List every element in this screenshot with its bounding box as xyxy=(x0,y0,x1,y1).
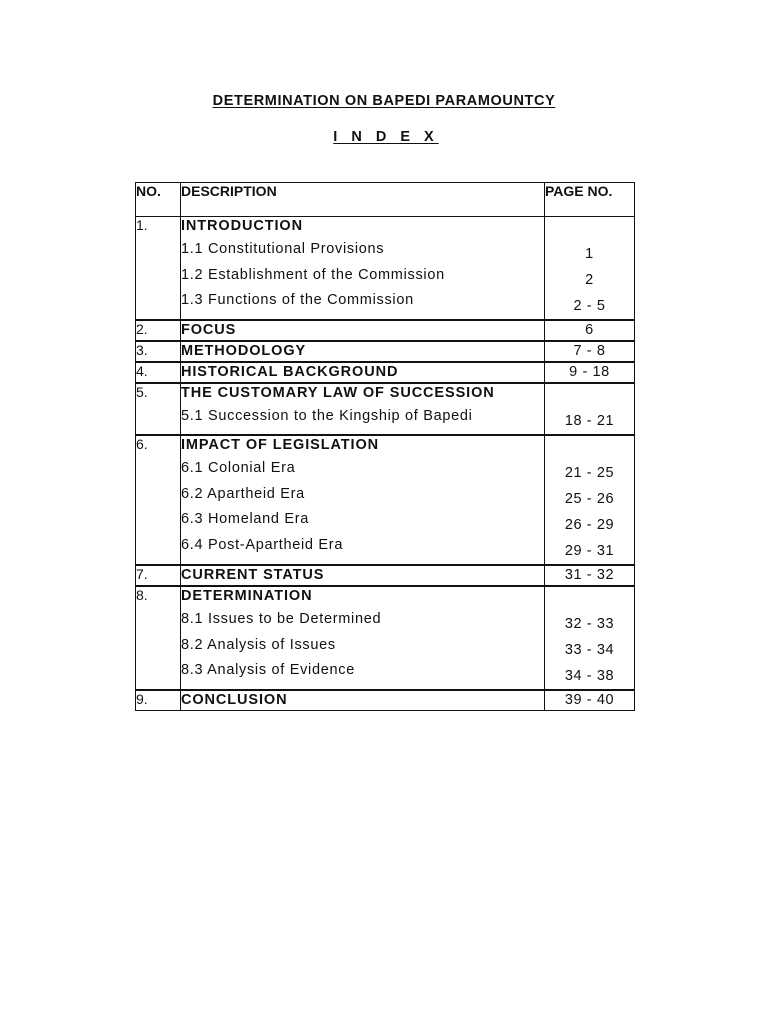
section-description xyxy=(181,341,545,362)
section-number: 7. xyxy=(136,565,181,586)
table-row xyxy=(136,320,635,341)
subsection-page-number: 32 - 33 xyxy=(564,616,615,632)
section-title: CURRENT STATUS xyxy=(181,567,325,583)
section-page xyxy=(545,341,635,362)
section-description xyxy=(181,383,545,435)
subsection-label: 6.2 Apartheid Era xyxy=(181,485,305,502)
subsection-page-number: 2 - 5 xyxy=(573,298,606,314)
subsection-list xyxy=(181,237,544,314)
page-spacer xyxy=(545,384,634,403)
document-title-text: DETERMINATION ON BAPEDI PARAMOUNTCY xyxy=(212,93,556,109)
section-page-number: 9 - 18 xyxy=(569,364,610,380)
section-page xyxy=(545,435,635,565)
subsection-page-list xyxy=(545,606,634,689)
section-description xyxy=(181,217,545,321)
subsection-list xyxy=(181,607,544,684)
subsection-page-list xyxy=(545,455,634,564)
table-row xyxy=(136,217,635,321)
section-description xyxy=(181,586,545,690)
subsection-label: 8.1 Issues to be Determined xyxy=(181,611,382,627)
header-description: DESCRIPTION xyxy=(181,183,545,217)
section-page xyxy=(545,383,635,435)
section-page-number: 6 xyxy=(585,322,594,338)
section-description xyxy=(181,565,545,586)
subsection-page-number: 21 - 25 xyxy=(564,465,615,481)
subsection-label: 5.1 Succession to the Kingship of Bapedi xyxy=(181,408,473,424)
index-heading xyxy=(0,129,768,145)
subsection-page-number: 2 xyxy=(585,272,594,288)
section-page xyxy=(545,362,635,383)
table-row xyxy=(136,362,635,383)
section-title: FOCUS xyxy=(181,322,237,338)
section-number: 4. xyxy=(136,362,181,383)
subsection-label: 6.3 Homeland Era xyxy=(181,511,310,527)
section-number: 8. xyxy=(136,586,181,690)
section-title: HISTORICAL BACKGROUND xyxy=(181,364,399,380)
section-number: 6. xyxy=(136,435,181,565)
section-page-number: 31 - 32 xyxy=(564,567,615,583)
subsection-label: 1.1 Constitutional Provisions xyxy=(181,241,385,257)
section-description xyxy=(181,435,545,565)
section-title: IMPACT OF LEGISLATION xyxy=(181,437,379,453)
section-description xyxy=(181,362,545,383)
section-title: THE CUSTOMARY LAW OF SUCCESSION xyxy=(181,385,495,401)
section-page xyxy=(545,690,635,711)
table-row xyxy=(136,383,635,435)
section-number: 5. xyxy=(136,383,181,435)
section-title: METHODOLOGY xyxy=(181,343,307,359)
subsection-page-number: 34 - 38 xyxy=(564,668,615,684)
page-spacer xyxy=(545,436,634,455)
subsection-page-number: 1 xyxy=(585,246,594,262)
subsection-list xyxy=(181,404,544,430)
section-description xyxy=(181,690,545,711)
section-page xyxy=(545,586,635,690)
subsection-page-list xyxy=(545,236,634,319)
subsection-page-list xyxy=(545,403,634,434)
table-row xyxy=(136,565,635,586)
subsection-page-number: 29 - 31 xyxy=(564,543,615,559)
table-row xyxy=(136,690,635,711)
section-page xyxy=(545,217,635,321)
subsection-page-number: 18 - 21 xyxy=(564,413,615,429)
table-header-row xyxy=(136,183,635,217)
subsection-page-number: 25 - 26 xyxy=(564,491,615,507)
index-heading-text: I N D E X xyxy=(333,129,439,145)
section-number: 9. xyxy=(136,690,181,711)
document-title xyxy=(0,93,768,109)
table-row xyxy=(136,586,635,690)
table-row xyxy=(136,435,635,565)
subsection-label: 6.1 Colonial Era xyxy=(181,460,296,476)
section-page xyxy=(545,320,635,341)
page-spacer xyxy=(545,587,634,606)
section-page-number: 7 - 8 xyxy=(573,343,606,359)
index-table-body xyxy=(136,217,635,711)
page-spacer xyxy=(545,217,634,236)
section-description xyxy=(181,320,545,341)
section-title: CONCLUSION xyxy=(181,692,288,708)
header-no: NO. xyxy=(136,183,181,217)
section-number: 3. xyxy=(136,341,181,362)
section-title: INTRODUCTION xyxy=(181,218,303,234)
section-page-number: 39 - 40 xyxy=(564,692,615,708)
section-title: DETERMINATION xyxy=(181,588,313,604)
subsection-label: 8.2 Analysis of Issues xyxy=(181,636,336,653)
subsection-list xyxy=(181,456,544,558)
subsection-label: 1.2 Establishment of the Commission xyxy=(181,266,445,283)
subsection-page-number: 33 - 34 xyxy=(564,642,615,658)
header-page-no: PAGE NO. xyxy=(545,183,635,217)
section-number: 2. xyxy=(136,320,181,341)
index-table xyxy=(135,182,635,711)
subsection-page-number: 26 - 29 xyxy=(564,517,615,533)
table-row xyxy=(136,341,635,362)
section-page xyxy=(545,565,635,586)
section-number: 1. xyxy=(136,217,181,321)
subsection-label: 8.3 Analysis of Evidence xyxy=(181,662,355,678)
subsection-label: 1.3 Functions of the Commission xyxy=(181,292,414,308)
subsection-label: 6.4 Post-Apartheid Era xyxy=(181,536,344,553)
